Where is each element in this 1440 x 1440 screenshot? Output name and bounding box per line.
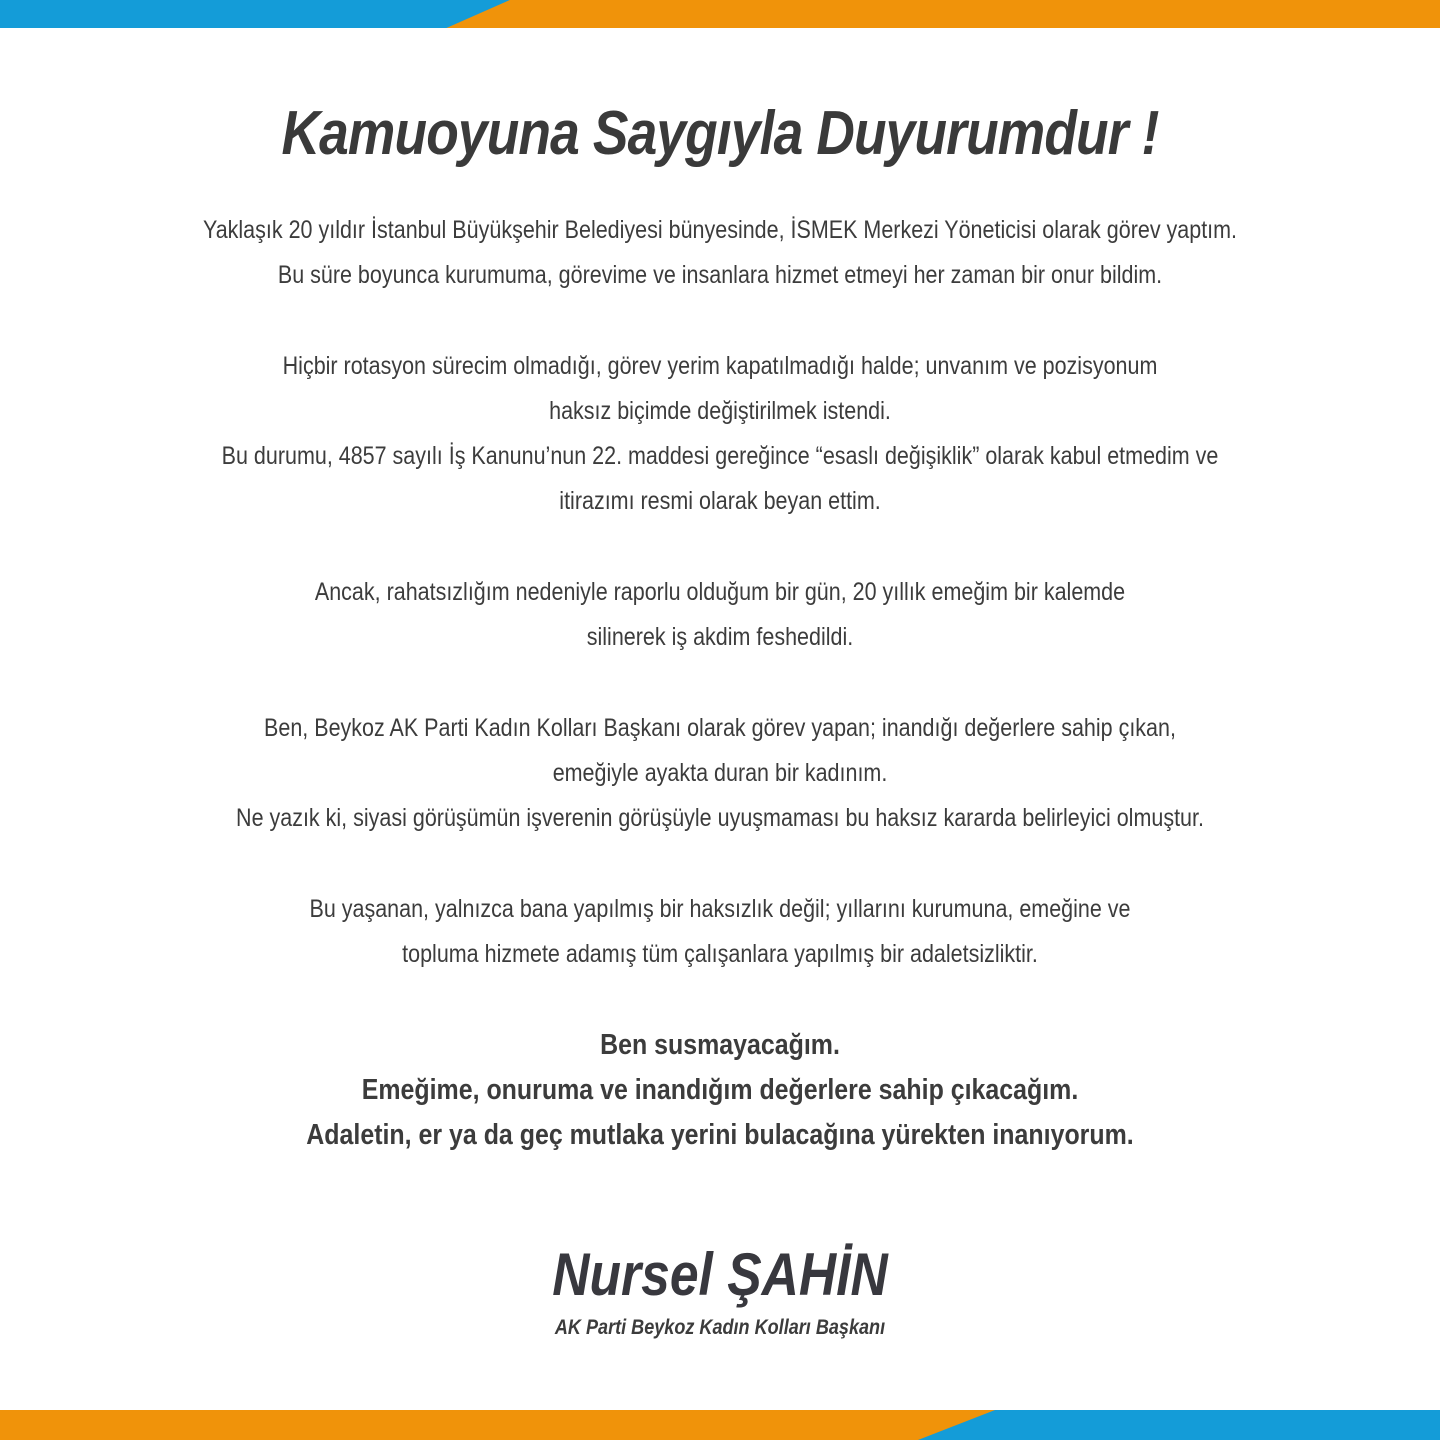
bottom-corner-ribbon	[0, 1410, 1440, 1440]
body-line: Bu durumu, 4857 sayılı İş Kanunu’nun 22. maddesi gereğince “esaslı değişiklik” olarak kabul etmedim ve	[221, 442, 1219, 470]
paragraph-2	[101, 344, 1339, 524]
paragraph-4	[101, 706, 1339, 841]
body-line: Ancak, rahatsızlığım nedeniyle raporlu olduğum bir gün, 20 yıllık emeğim bir kalemde	[314, 578, 1126, 606]
emphasis-line: Ben susmayacağım.	[600, 1029, 840, 1061]
announcement-content	[101, 0, 1339, 1342]
signature-role: AK Parti Beykoz Kadın Kolları Başkanı	[554, 1316, 886, 1339]
paragraph-1	[101, 208, 1339, 298]
signature-block	[101, 1242, 1339, 1342]
body-line: Bu yaşanan, yalnızca bana yapılmış bir haksızlık değil; yıllarını kurumuna, emeğine ve	[309, 895, 1131, 923]
emphasis-block	[101, 1023, 1339, 1158]
body-line: silinerek iş akdim feshedildi.	[586, 623, 854, 651]
paragraph-5	[101, 887, 1339, 977]
body-line: Yaklaşık 20 yıldır İstanbul Büyükşehir Belediyesi bünyesinde, İSMEK Merkezi Yöneticisi olarak görev yaptım.	[202, 216, 1238, 244]
body-line: itirazımı resmi olarak beyan ettim.	[559, 487, 881, 515]
announcement-title: Kamuoyuna Saygıyla Duyurumdur !	[281, 99, 1159, 168]
body-line: Ben, Beykoz AK Parti Kadın Kolları Başkanı olarak görev yapan; inandığı değerlere sahip çıkan,	[264, 714, 1176, 742]
body-line: topluma hizmete adamış tüm çalışanlara yapılmış bir adaletsizliktir.	[402, 940, 1038, 968]
paragraph-3	[101, 570, 1339, 660]
body-line: Hiçbir rotasyon sürecim olmadığı, görev yerim kapatılmadığı halde; unvanım ve pozisyonum	[282, 352, 1158, 380]
announcement-body	[101, 208, 1339, 1158]
body-line: emeğiyle ayakta duran bir kadınım.	[552, 759, 888, 787]
bottom-orange-ribbon	[0, 1410, 1440, 1440]
signature-name: Nursel ŞAHİN	[552, 1241, 888, 1308]
body-line: haksız biçimde değiştirilmek istendi.	[549, 397, 891, 425]
emphasis-line: Adaletin, er ya da geç mutlaka yerini bulacağına yürekten inanıyorum.	[306, 1119, 1134, 1151]
body-line: Ne yazık ki, siyasi görüşümün işverenin görüşüyle uyuşmaması bu haksız kararda belirleyici olmuştur.	[236, 804, 1204, 832]
emphasis-line: Emeğime, onuruma ve inandığım değerlere sahip çıkacağım.	[361, 1074, 1079, 1106]
body-line: Bu süre boyunca kurumuma, görevime ve insanlara hizmet etmeyi her zaman bir onur bildim.	[277, 261, 1163, 289]
